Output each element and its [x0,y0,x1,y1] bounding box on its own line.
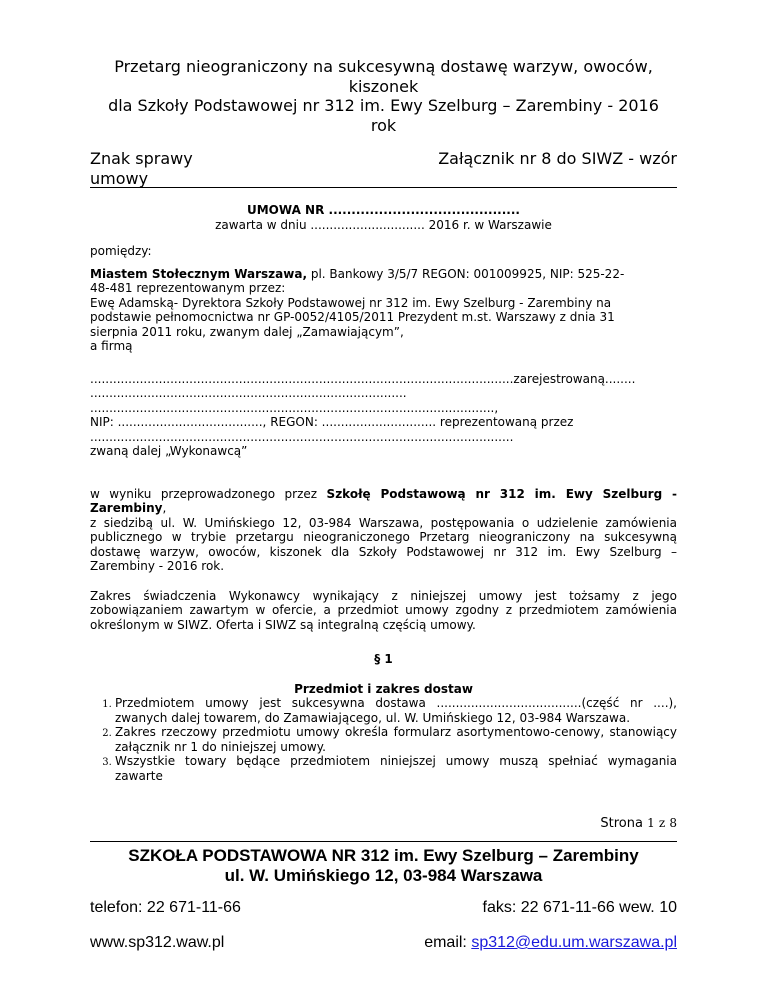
contractor-blank: .........................................................................................................., [90,400,499,415]
footer-divider [90,841,677,842]
school-name-line: SZKOŁA PODSTAWOWA NR 312 im. Ewy Szelburg – Zarembiny [128,846,639,865]
contractor-blank: ............................................................................................................... [90,429,514,444]
representative-line: a firmą [90,339,133,353]
section-items [90,696,677,783]
title-line: Przetarg nieograniczony na sukcesywną dostawę warzyw, owoców, [114,57,653,76]
nip-regon-line: NIP: ......................................, REGON: .............................. reprezentowaną przez [90,415,574,429]
email-line [424,934,677,952]
contractor-blank: ...............................................................................................................zarejestrowaną........ [90,371,636,386]
attachment-label: Załącznik nr 8 do SIWZ - wzór [438,149,677,168]
contractor-blank: ................................................................................... [90,386,407,400]
school-address-line: ul. W. Umińskiego 12, 03-984 Warszawa [224,866,543,885]
email-label: email: [424,934,472,951]
list-item: 2. Zakres rzeczowy przedmiotu umowy określa formularz asortymentowo-cenowy, stanowiący załącznik nr 1 do niniejszej umowy. [115,725,677,754]
fax-number: faks: 22 671-11-66 wew. 10 [482,899,677,916]
case-number-label [90,149,250,188]
page-label: Strona [600,816,643,831]
representative-line: sierpnia 2011 roku, zwanym dalej „Zamawiającym”, [90,324,404,339]
contract-date-line: zawarta w dniu .............................. 2016 r. w Warszawie [215,217,552,232]
school-header [90,846,677,886]
party1-name: Miastem Stołecznym Warszawa, [90,266,308,281]
contact-row-phone [90,899,677,919]
school-name: Szkołę Podstawową nr 312 im. Ewy Szelburg - Zarembiny [90,486,677,515]
document-title [90,57,677,135]
procedure-text: w wyniku przeprowadzonego przez [90,486,327,501]
party1-details-2: 48-481 reprezentowanym przez: [90,281,286,295]
title-line: dla Szkoły Podstawowej nr 312 im. Ewy Szelburg – Zarembiny - 2016 [108,96,659,115]
party1-paragraph [90,267,677,296]
header-divider [90,187,677,188]
header-row [90,149,677,189]
party1-details: pl. Bankowy 3/5/7 REGON: 001009925, NIP: 525-22- [307,266,625,281]
procedure-paragraph [90,487,677,574]
list-item: 1. Przedmiotem umowy jest sukcesywna dostawa ......................................(część nr ....), zwanych dalej towarem, do Zamawiającego, ul. W. Umińskiego 12, 03-984 Warszawa. [115,696,677,725]
list-item: 3. Wszystkie towary będące przedmiotem niniejszej umowy muszą spełniać wymagania zawarte [115,754,677,783]
email-link[interactable]: sp312@edu.um.warszawa.pl [471,934,677,951]
representative-line: podstawie pełnomocnictwa nr GP-0052/4105/2011 Prezydent m.st. Warszawy z dnia 31 [90,310,615,324]
representative-line: Ewę Adamską- Dyrektora Szkoły Podstawowej nr 312 im. Ewy Szelburg - Zarembiny na [90,295,612,310]
section-number: § 1 [374,652,393,666]
section-title: Przedmiot i zakres dostaw [294,681,473,696]
case-label-line: Znak sprawy [90,149,193,168]
between-label: pomiędzy: [90,244,152,258]
scope-paragraph: Zakres świadczenia Wykonawcy wynikający z niniejszej umowy jest tożsamy z jego zobowiązaniem zawartym w ofercie, a przedmiot umowy zgodny z przedmiotem zamówienia określonym w SIWZ. Oferta i SIWZ są integralną częścią umowy. [90,588,677,632]
page-number [600,816,677,831]
website-link[interactable]: www.sp312.waw.pl [90,934,225,951]
contact-row-web [90,934,677,954]
contractor-label: zwaną dalej „Wykonawcą” [90,444,248,458]
page-separator: z [658,816,666,830]
procedure-text-rest: z siedzibą ul. W. Umińskiego 12, 03-984 Warszawa, postępowania o udzielenie zamówienia publicznego w trybie przetargu nieograniczonego Przetarg nieograniczony na sukcesywną dostawę warzyw, owoców, kiszonek dla Szkoły Podstawowej nr 312 im. Ewy Szelburg – Zarembiny - 2016 rok. [90,515,677,573]
phone-number: telefon: 22 671-11-66 [90,899,241,916]
title-line: rok [370,115,397,135]
procedure-comma: , [162,501,167,515]
case-label-line: umowy [90,168,149,188]
page-total: 8 [669,816,677,830]
contract-body [90,203,677,783]
contract-title: UMOWA NR .......................................... [247,203,520,217]
title-line: kiszonek [348,76,419,96]
page-current: 1 [647,816,655,830]
